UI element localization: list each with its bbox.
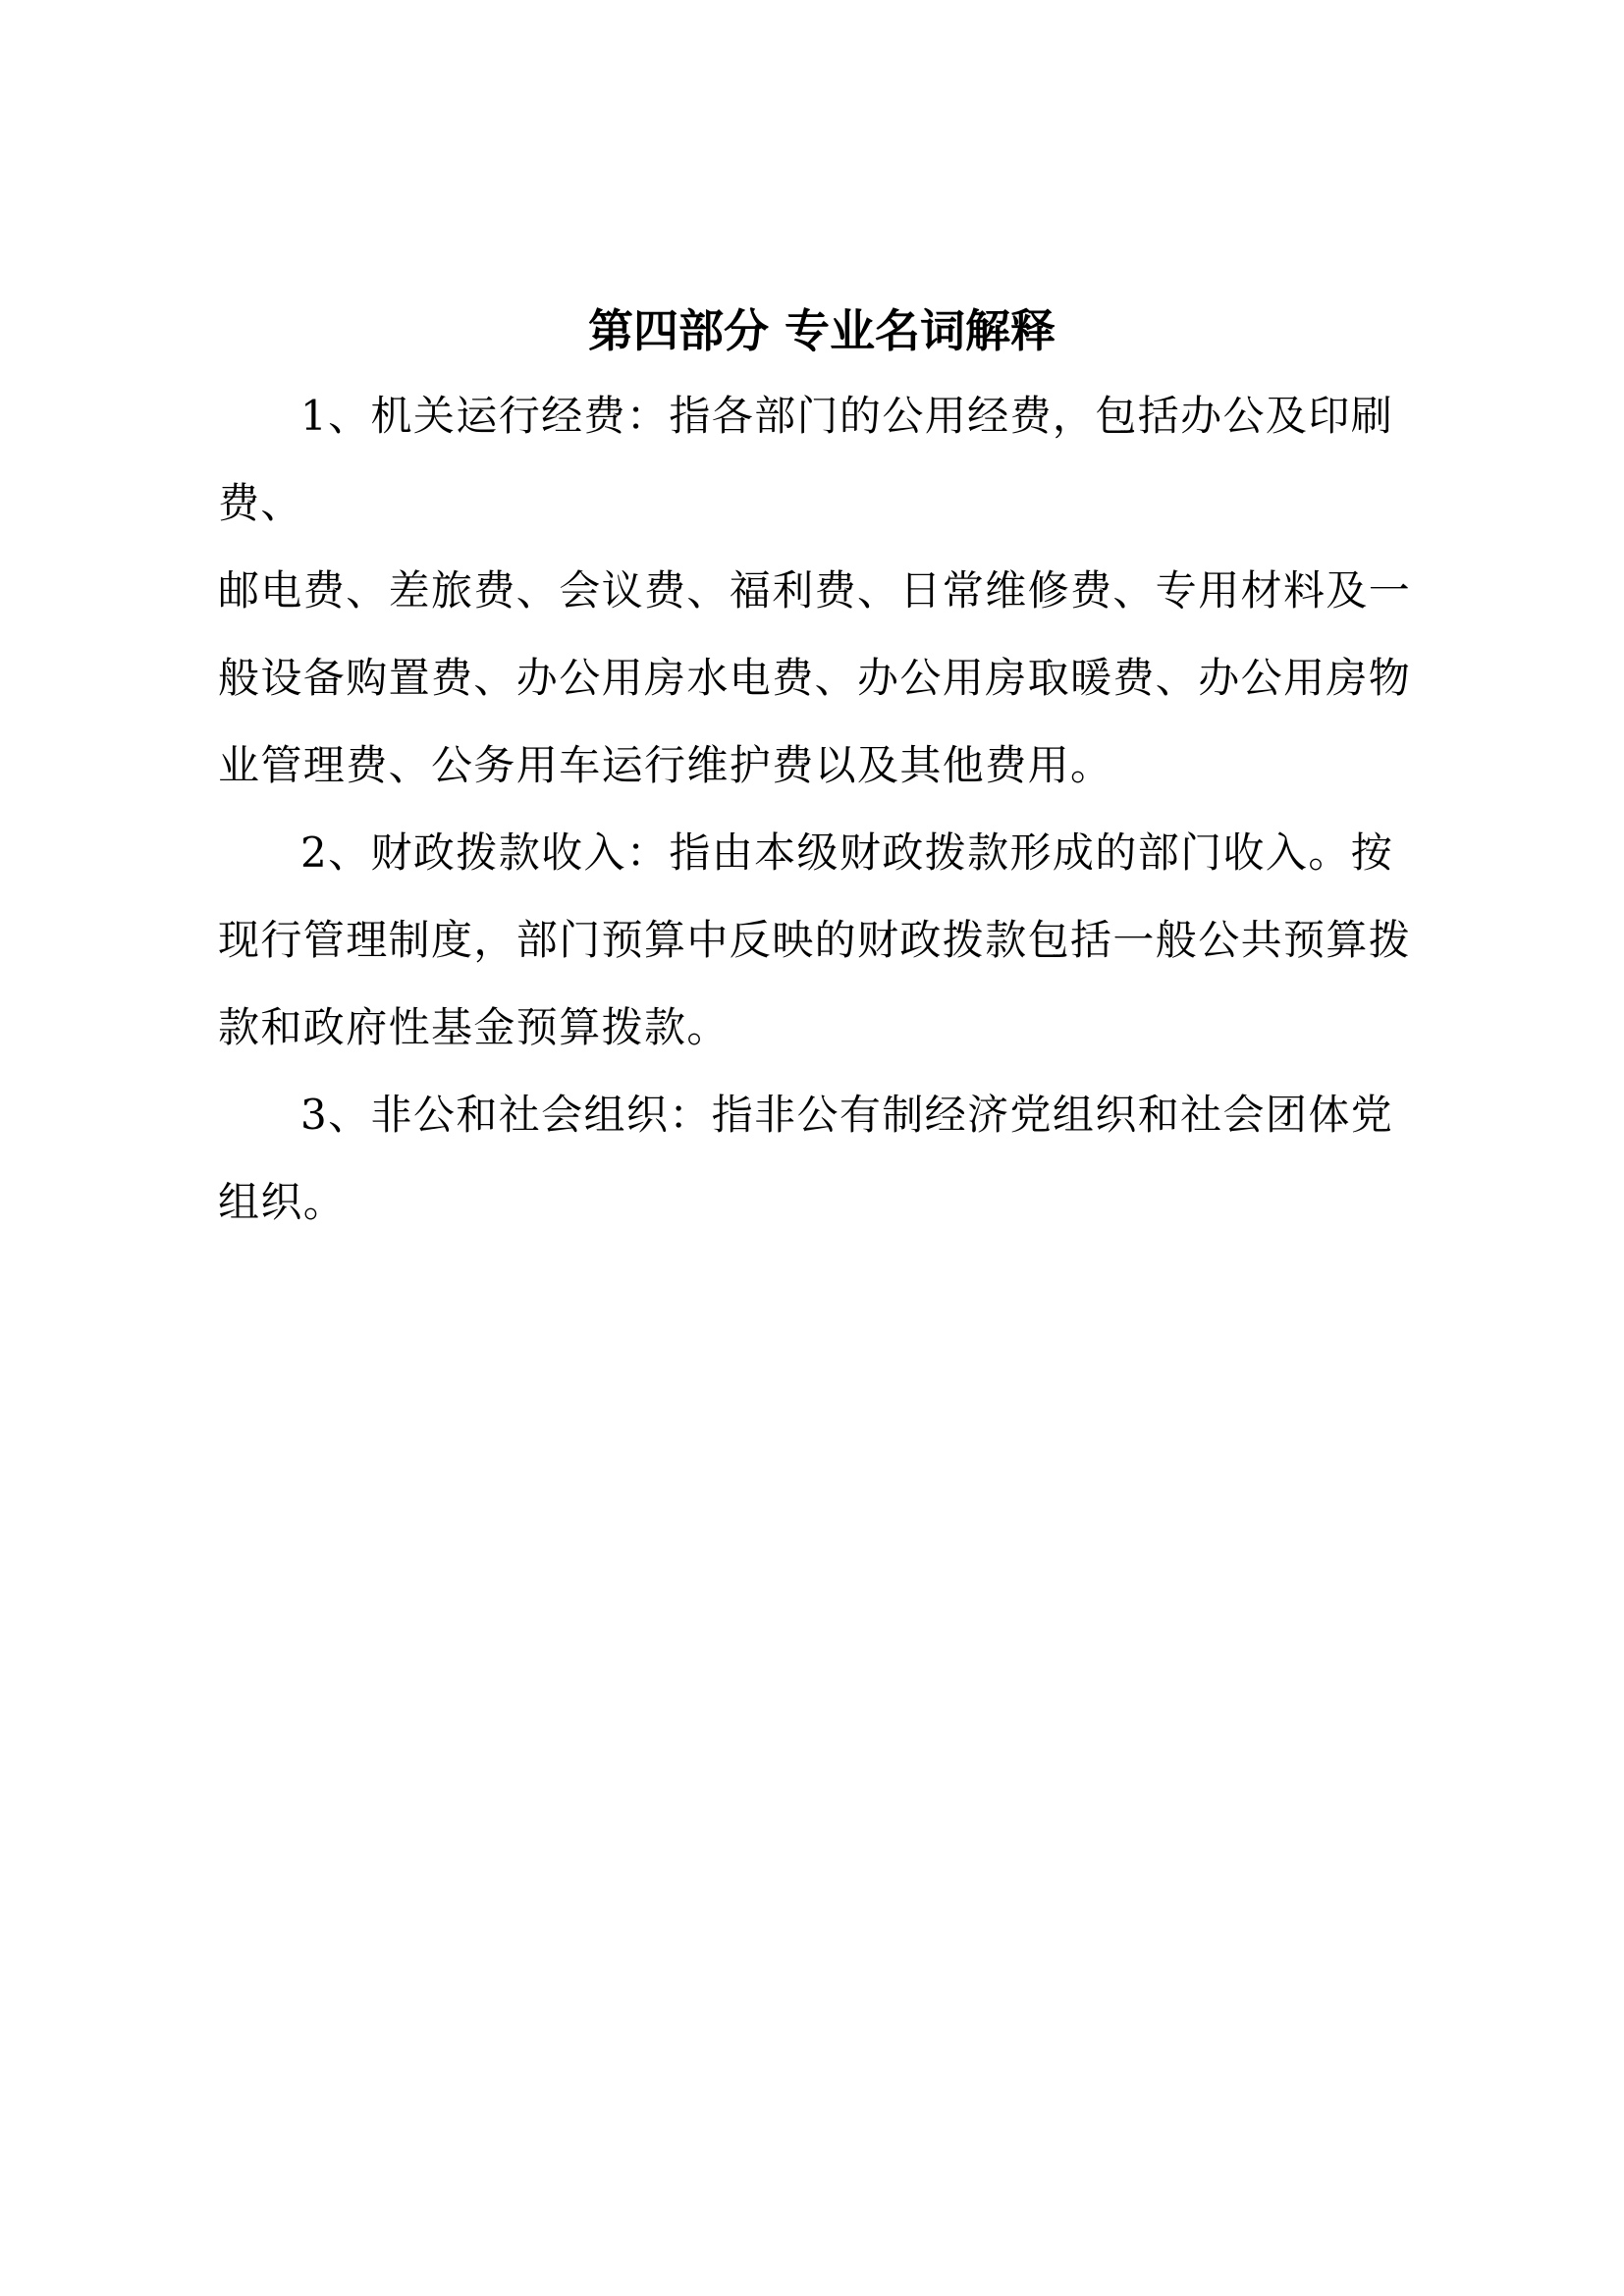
text-line: 业管理费、公务用车运行维护费以及其他费用。 [218,741,1113,789]
definition-item-3 [218,1071,1426,1246]
definition-item-2 [218,809,1426,1071]
text-line: 3、非公和社会组织：指非公有制经济党组织和社会团体党 [300,1091,1394,1139]
document-page [218,290,1426,1246]
text-line: 款和政府性基金预算拨款。 [218,1003,730,1051]
text-line: 2、财政拨款收入：指由本级财政拨款形成的部门收入。按 [300,828,1394,877]
page-title: 第四部分 专业名词解释 [587,304,1056,357]
text-line: 邮电费、差旅费、会议费、福利费、日常维修费、专用材料及一 [218,566,1412,614]
text-line: 现行管理制度，部门预算中反映的财政拨款包括一般公共预算拨 [218,916,1412,964]
text-line: 组织。 [218,1178,347,1226]
definition-item-1 [218,372,1426,809]
text-line: 般设备购置费、办公用房水电费、办公用房取暖费、办公用房物 [218,654,1412,702]
text-line: 费、 [218,479,303,527]
text-line: 1、机关运行经费：指各部门的公用经费，包括办公及印刷 [300,392,1394,440]
